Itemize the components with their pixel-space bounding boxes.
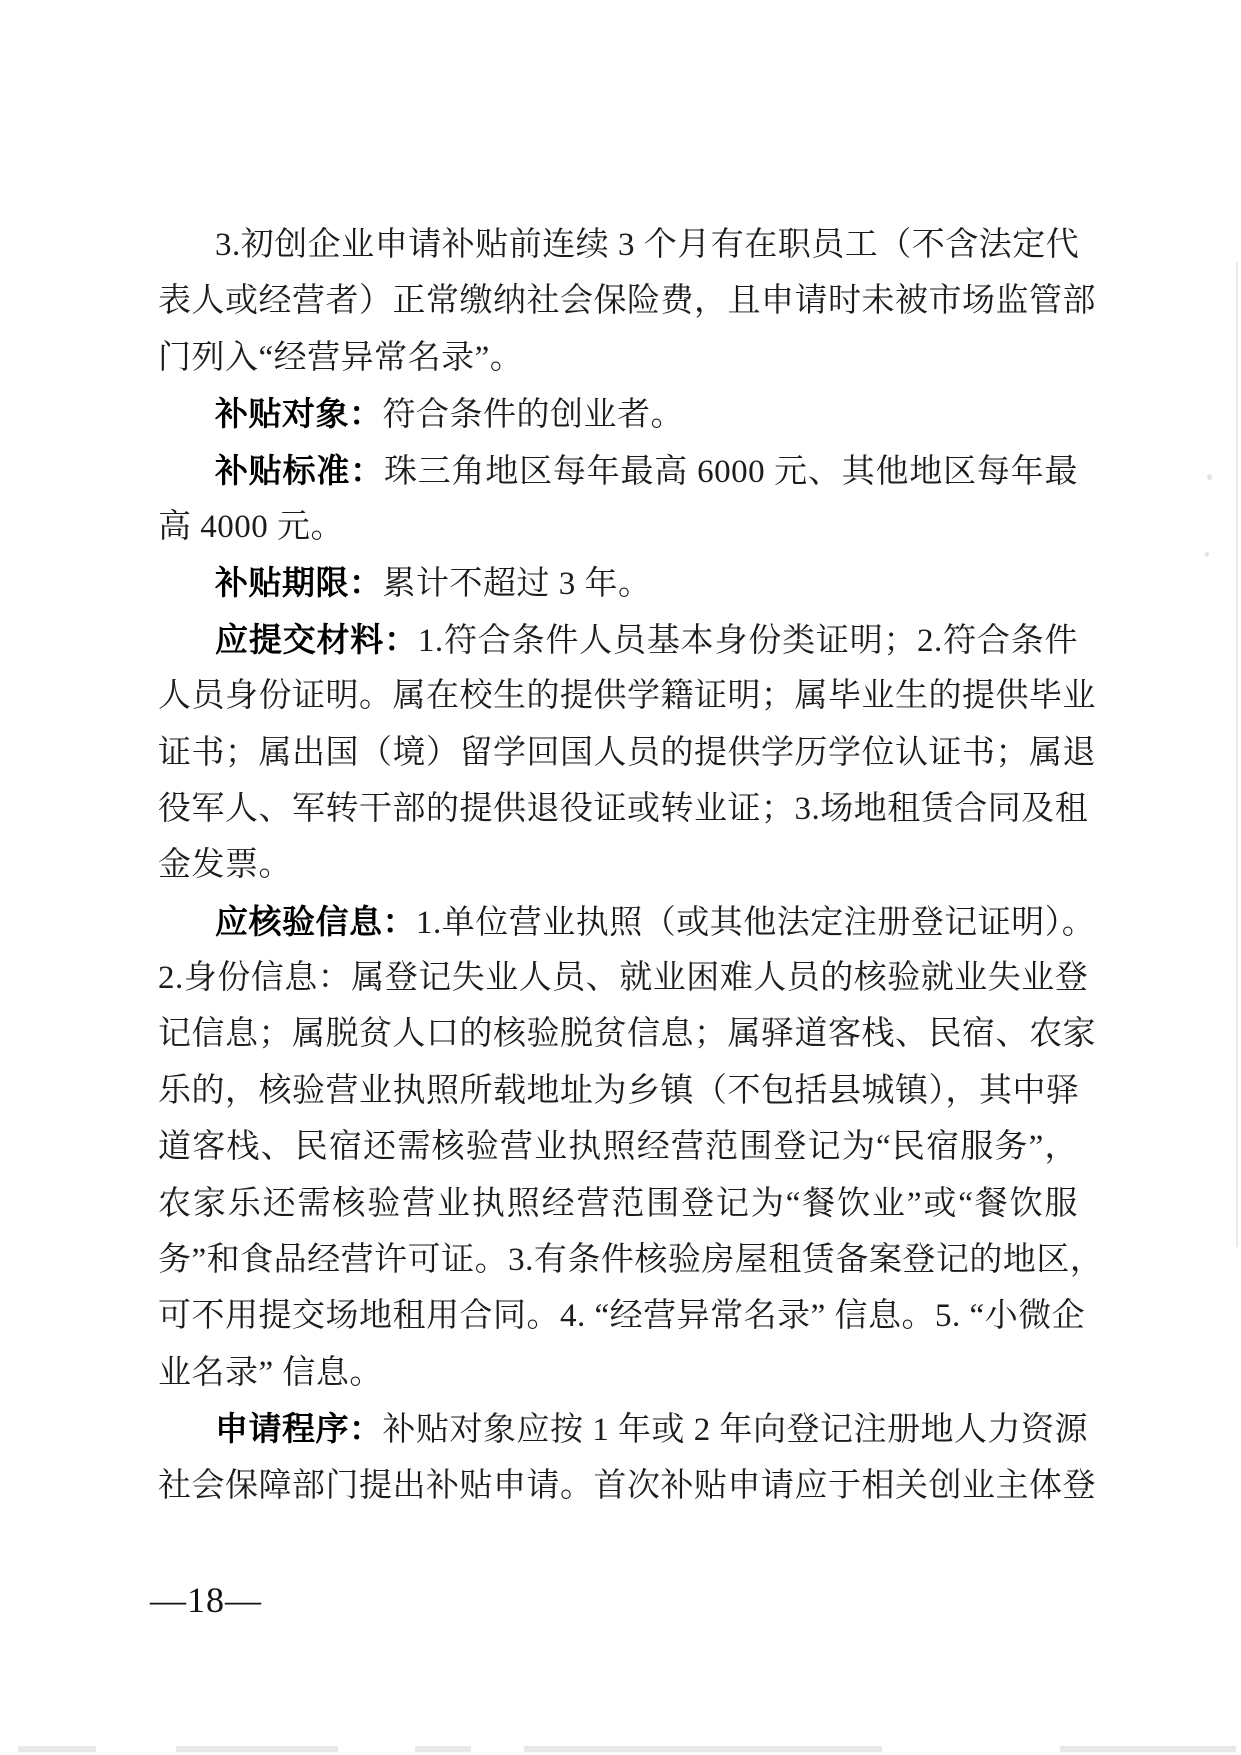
scan-speck-artifact — [1205, 552, 1209, 557]
scan-band-segment — [18, 1746, 96, 1752]
line-text: 役军人、军转干部的提供退役证或转业证；3.场地租赁合同及租 — [158, 790, 1089, 827]
text-line — [158, 499, 1078, 555]
scan-speck-artifact — [1207, 474, 1212, 480]
text-line — [158, 217, 1078, 273]
text-line — [158, 725, 1096, 781]
text-line — [158, 1345, 1078, 1401]
line-text: 补贴对象应按 1 年或 2 年向登记注册地人力资源 — [382, 1412, 1088, 1449]
line-text: 记信息；属脱贫人口的核验脱贫信息；属驿道客栈、民宿、农家 — [158, 1016, 1096, 1053]
line-text: 金发票。 — [158, 847, 292, 884]
text-line — [158, 781, 1089, 837]
scan-band-segment — [1060, 1746, 1236, 1752]
text-line — [158, 837, 1078, 893]
text-line — [158, 443, 1078, 499]
text-line — [158, 330, 1078, 386]
scan-band-segment — [176, 1746, 338, 1752]
text-line — [158, 1232, 1104, 1288]
line-text: 证书；属出国（境）留学回国人员的提供学历学位认证书；属退 — [158, 734, 1096, 771]
text-line — [158, 386, 1078, 442]
text-line — [158, 1006, 1096, 1062]
field-label: 应提交材料： — [215, 620, 418, 658]
line-text: 农家乐还需核验营业执照经营范围登记为“餐饮业”或“餐饮服 — [158, 1185, 1078, 1222]
line-text: 道客栈、民宿还需核验营业执照经营范围登记为“民宿服务”， — [158, 1129, 1078, 1166]
line-text: 累计不超过 3 年。 — [382, 566, 652, 603]
line-text: 1.符合条件人员基本身份类证明；2.符合条件 — [417, 622, 1078, 659]
text-line — [158, 1176, 1078, 1232]
text-line — [158, 1401, 1088, 1457]
document-body — [158, 217, 1104, 1514]
line-text: 务”和食品经营许可证。3.有条件核验房屋租赁备案登记的地区， — [158, 1242, 1104, 1279]
text-line — [158, 612, 1078, 668]
line-text: 门列入“经营异常名录”。 — [158, 339, 524, 376]
field-label: 补贴标准： — [215, 451, 384, 489]
text-line — [158, 894, 1096, 950]
line-text: 乐的，核验营业执照所载地址为乡镇（不包括县城镇），其中驿 — [158, 1072, 1080, 1109]
line-text: 1.单位营业执照（或其他法定注册登记证明）。 — [416, 904, 1096, 941]
page-number: —18— — [150, 1580, 262, 1620]
line-text: 3.初创企业申请补贴前连续 3 个月有在职员工（不含法定代 — [215, 227, 1080, 263]
line-text: 表人或经营者）正常缴纳社会保险费，且申请时未被市场监管部 — [158, 283, 1096, 320]
field-label: 补贴对象： — [215, 395, 383, 433]
scan-edge-artifact — [1236, 262, 1238, 1247]
line-text: 符合条件的创业者。 — [382, 397, 684, 434]
scan-band-segment — [524, 1746, 882, 1752]
text-line — [158, 1119, 1078, 1175]
line-text: 2.身份信息：属登记失业人员、就业困难人员的核验就业失业登 — [158, 960, 1089, 997]
field-label: 补贴期限： — [215, 564, 383, 602]
text-line — [158, 1458, 1096, 1514]
text-line — [158, 668, 1096, 724]
line-text: 人员身份证明。属在校生的提供学籍证明；属毕业生的提供毕业 — [158, 678, 1096, 715]
text-line — [158, 273, 1096, 329]
text-line — [158, 555, 1078, 611]
line-text: 高 4000 元。 — [158, 508, 344, 545]
field-label: 申请程序： — [215, 1410, 383, 1448]
field-label: 应核验信息： — [215, 902, 416, 940]
line-text: 可不用提交场地租用合同。4. “经营异常名录” 信息。5. “小微企 — [158, 1298, 1086, 1335]
line-text: 业名录” 信息。 — [158, 1354, 383, 1391]
text-line — [158, 1063, 1078, 1119]
line-text: 社会保障部门提出补贴申请。首次补贴申请应于相关创业主体登 — [158, 1467, 1096, 1504]
line-text: 珠三角地区每年最高 6000 元、其他地区每年最 — [383, 453, 1079, 490]
text-line — [158, 1288, 1086, 1344]
scan-band-segment — [415, 1746, 471, 1752]
text-line — [158, 950, 1089, 1006]
